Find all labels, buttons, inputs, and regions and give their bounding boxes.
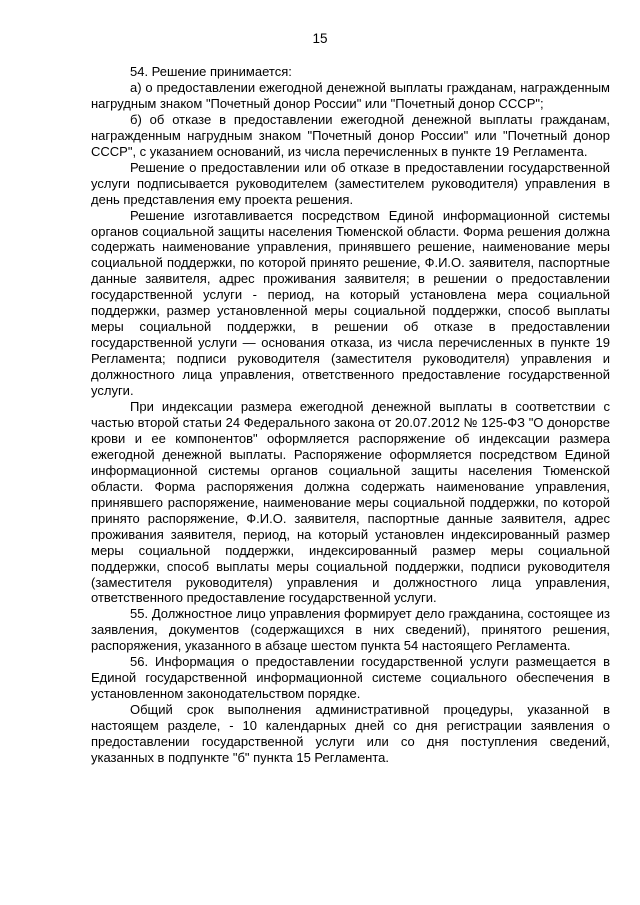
paragraph: Решение изготавливается посредством Единой информационной системы органов социальной защиты населения Тюменской области. Форма решения должна содержать наименование управления, принявшего решение, наименование меры социальной поддержки, по которой принято решение, Ф.И.О. заявителя, паспортные данные заявителя, адрес проживания заявителя; в решении о предоставлении государственной услуги - период, на который установлена мера социальной поддержки, размер установленной меры социальной поддержки, способ выплаты меры социальной поддержки, в решении об отказе в предоставлении государственной услуги — основания отказа, из числа перечисленных в пункте 19 Регламента; подписи руководителя (заместителя руководителя) управления и должностного лица управления, ответственного предоставление государственной услуги.	[91, 207, 610, 399]
paragraph: а) о предоставлении ежегодной денежной выплаты гражданам, награжденным нагрудным знаком "Почетный донор России" или "Почетный донор СССР";	[91, 79, 610, 111]
paragraph: При индексации размера ежегодной денежной выплаты в соответствии с частью второй статьи 24 Федерального закона от 20.07.2012 № 125-ФЗ "О донорстве крови и ее компонентов" оформляется распоряжение об индексации размера ежегодной денежной выплаты. Распоряжение оформляется посредством Единой информационной системы органов социальной защиты населения Тюменской области. Форма распоряжения должна содержать наименование управления, принявшего распоряжение, наименование меры социальной поддержки, по которой принято распоряжение, Ф.И.О. заявителя, паспортные данные заявителя, адрес проживания заявителя, период, на который установлен индексированный размер меры социальной поддержки, индексированный размер меры социальной поддержки, способ выплаты меры социальной поддержки, подписи руководителя (заместителя руководителя) управления и должностного лица управления, ответственного предоставление государственной услуги.	[91, 399, 610, 606]
paragraph: Общий срок выполнения административной процедуры, указанной в настоящем разделе, - 10 календарных дней со дня регистрации заявления о предоставлении государственной услуги или со дня поступления сведений, указанных в подпункте "б" пункта 15 Регламента.	[91, 702, 610, 765]
page-number: 15	[312, 31, 328, 46]
paragraph: б) об отказе в предоставлении ежегодной денежной выплаты гражданам, награжденным нагрудным знаком "Почетный донор России" или "Почетный донор СССР", с указанием оснований, из числа перечисленных в пункте 19 Регламента.	[91, 111, 610, 159]
document-body	[91, 64, 610, 766]
paragraph: Решение о предоставлении или об отказе в предоставлении государственной услуги подписывается руководителем (заместителем руководителя) управления в день представления ему проекта решения.	[91, 159, 610, 207]
paragraph: 56. Информация о предоставлении государственной услуги размещается в Единой государственной информационной системе социального обеспечения в установленном законодательством порядке.	[91, 654, 610, 702]
paragraph: 54. Решение принимается:	[130, 64, 292, 79]
paragraph: 55. Должностное лицо управления формирует дело гражданина, состоящее из заявления, документов (содержащихся в них сведений), принятого решения, распоряжения, указанного в абзаце шестом пункта 54 настоящего Регламента.	[91, 606, 610, 654]
